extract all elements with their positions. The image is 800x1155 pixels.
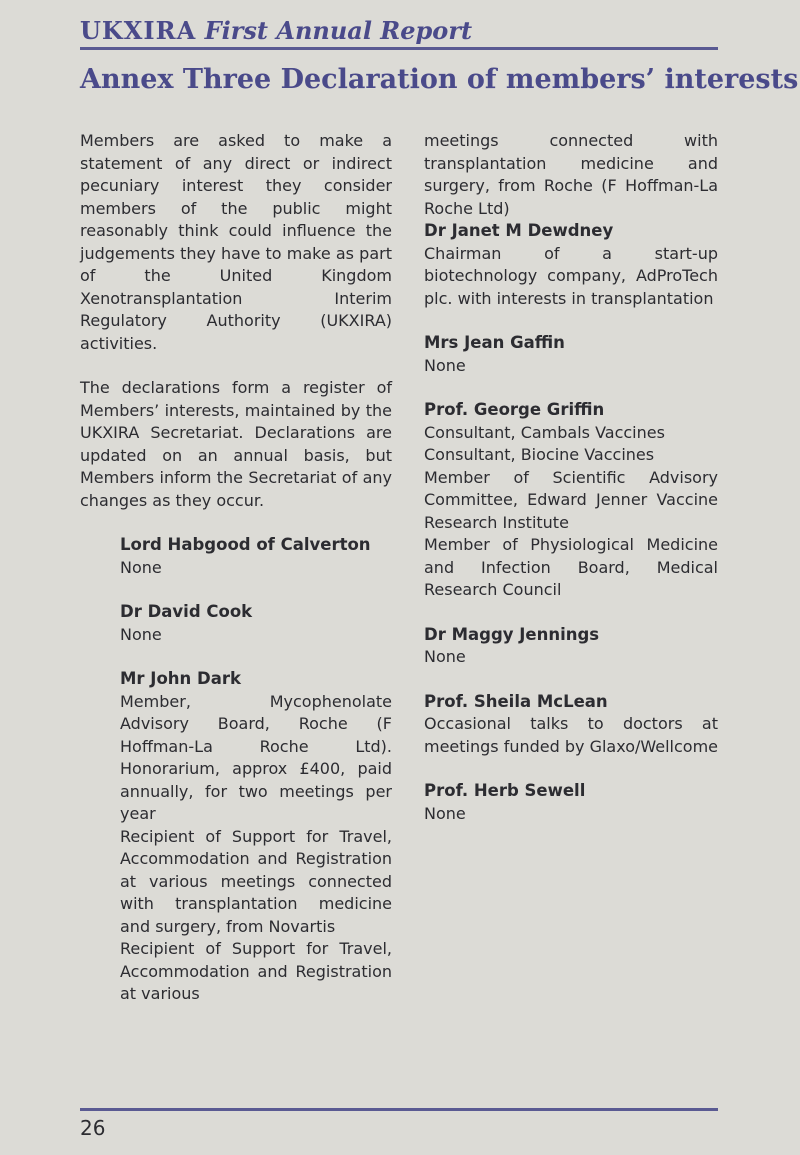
member-name: Dr Janet M Dewdney xyxy=(424,221,614,240)
member-entry xyxy=(424,691,718,759)
member-entry xyxy=(120,601,392,646)
member-entry xyxy=(424,220,718,310)
member-interest: None xyxy=(424,355,466,375)
member-interest: Recipient of Support for Travel, Accommodation and Registration at various xyxy=(120,939,392,1003)
top-divider xyxy=(80,47,718,50)
member-interest: Chairman of a start-up biotechnology company, AdProTech plc. with interests in transplantation xyxy=(424,243,718,308)
left-member-list xyxy=(80,534,392,1006)
member-name: Mr John Dark xyxy=(120,669,241,688)
member-interest: Member of Physiological Medicine and Infection Board, Medical Research Council xyxy=(424,535,718,599)
member-interest: Consultant, Cambals Vaccines xyxy=(424,422,665,442)
member-name: Prof. Herb Sewell xyxy=(424,781,586,800)
member-interest: None xyxy=(424,803,466,823)
continuation-text: meetings connected with transplantation medicine and surgery, from Roche (F Hoffman-La Roche Ltd) xyxy=(424,131,718,218)
left-column xyxy=(80,130,392,1006)
member-name: Prof. Sheila McLean xyxy=(424,691,608,711)
member-name: Dr David Cook xyxy=(120,602,253,621)
member-interest: None xyxy=(120,624,162,644)
member-interest: None xyxy=(424,647,466,666)
member-interest: Recipient of Support for Travel, Accommodation and Registration at various meetings connected with transplantation medicine and surgery, from Novartis xyxy=(120,826,392,936)
intro-paragraph-1: Members are asked to make a statement of any direct or indirect pecuniary interest they consider members of the public might reasonably think could influence the judgements they have to make as part of the United Kingdom Xenotransplantation Interim Regulatory Authority (UKXIRA) activities. xyxy=(80,131,392,353)
right-member-list xyxy=(424,220,718,825)
header-subtitle: First Annual Report xyxy=(204,16,473,45)
member-name: Prof. George Griffin xyxy=(424,400,605,419)
member-entry xyxy=(424,332,718,377)
member-interest: Consultant, Biocine Vaccines xyxy=(424,445,655,464)
member-name: Lord Habgood of Calverton xyxy=(120,535,371,554)
member-name: Dr Maggy Jennings xyxy=(424,624,600,644)
member-interest: Member, Mycophenolate Advisory Board, Roche (F Hoffman-La Roche Ltd). Honorarium, approx £400, paid annually, for two meetings per year xyxy=(120,691,392,823)
member-entry xyxy=(424,624,718,669)
member-name: Mrs Jean Gaffin xyxy=(424,333,565,352)
member-interest: Occasional talks to doctors at meetings funded by Glaxo/Wellcome xyxy=(424,714,719,756)
intro-paragraph-2: The declarations form a register of Members’ interests, maintained by the UKXIRA Secretariat. Declarations are updated on an annual basis, but Members inform the Secretariat of any changes as they occur. xyxy=(80,378,392,510)
member-entry xyxy=(120,668,392,1006)
intro xyxy=(80,130,392,512)
member-entry xyxy=(424,780,718,825)
member-entry xyxy=(424,399,718,602)
page-number: 26 xyxy=(80,1116,106,1140)
member-entry xyxy=(120,534,392,579)
member-interest: Member of Scientific Advisory Committee, Edward Jenner Vaccine Research Institute xyxy=(424,467,718,532)
right-column xyxy=(424,130,718,825)
bottom-divider xyxy=(80,1108,718,1111)
member-interest: None xyxy=(120,557,162,577)
section-title: Annex Three Declaration of members’ interests xyxy=(80,64,799,95)
header-org: UKXIRA xyxy=(80,16,197,45)
report-header xyxy=(80,16,472,45)
